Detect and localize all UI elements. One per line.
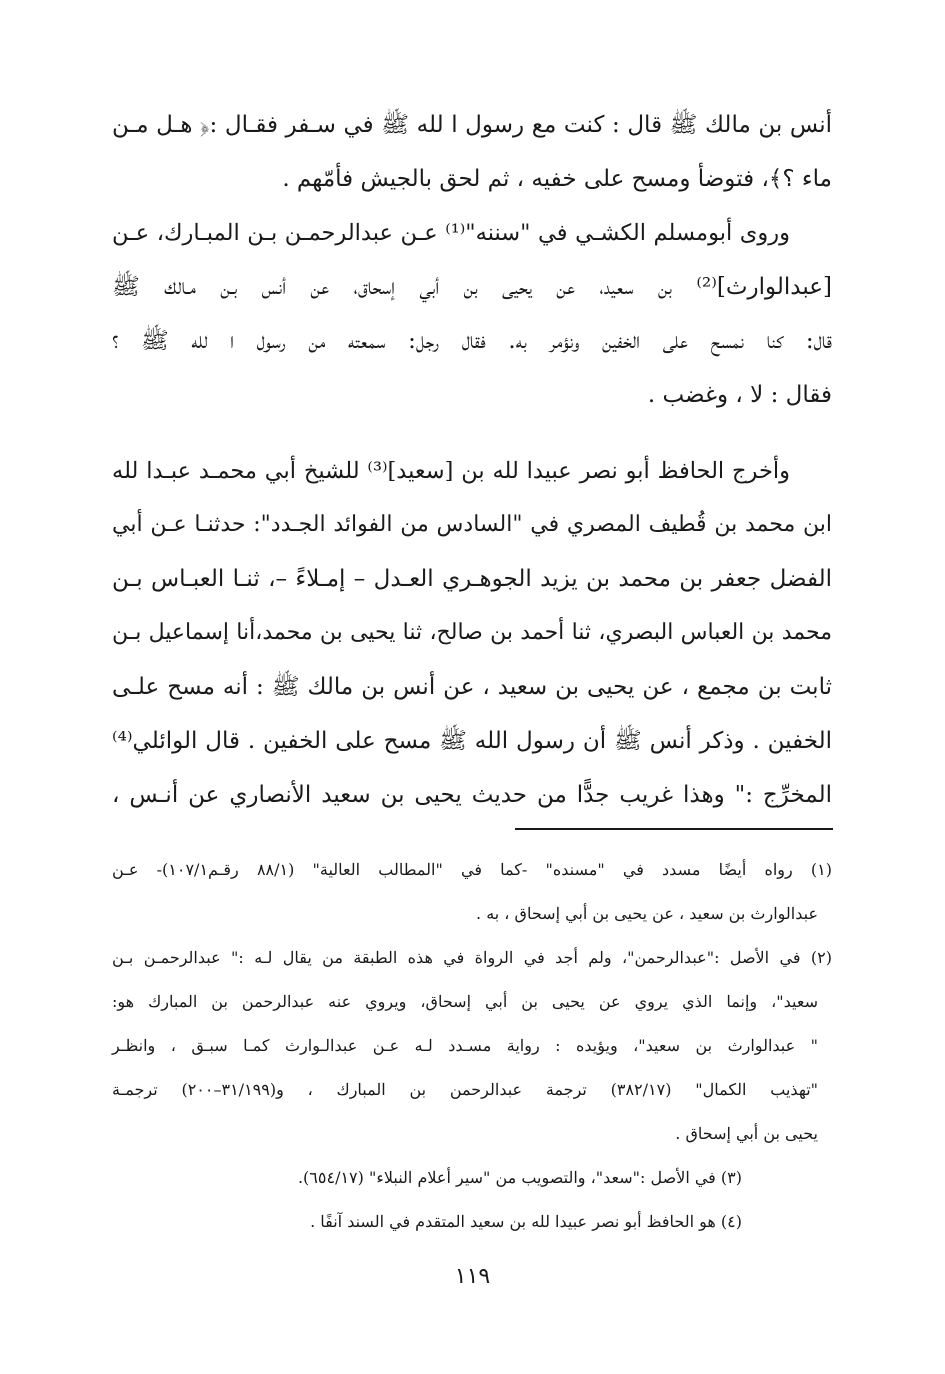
text-line: الخفين . وذكر أنس ﷺ أن رسول الله ﷺ مسح على الخفين . قال الوائلي⁽⁴⁾: [112, 728, 832, 754]
footnote-line: (٤) هو الحافظ أبو نصر عبيدا لله بن سعيد المتقدم في السند آنفًا .: [310, 1212, 742, 1231]
text-line: الفضل جعفر بن محمد بن يزيد الجوهـري العـدل – إمـلاءً –، ثنـا العبـاس بـن: [112, 566, 832, 592]
text-line: المخرِّج :" وهذا غريب جدًّا من حديث يحيى بن سعيد الأنصاري عن أنـس ،: [112, 782, 832, 808]
text-line: قال: كنا نمسح على الخفين ونؤمر به. فقال رجل: سمعته من رسول ا لله ﷺ ؟: [112, 328, 832, 354]
text-line: وأخرج الحافظ أبو نصر عبيدا لله بن [سعيد]⁽³⁾ للشيخ أبي محمـد عبـدا لله: [112, 458, 790, 484]
main-text: [112, 98, 832, 822]
text-line: وروى أبومسلم الكشـي في "سننه"⁽¹⁾ عـن عبدالرحمـن بـن المبـارك، عـن: [112, 220, 790, 246]
text-line: ماء ؟﴾، فتوضأ ومسح على خفيه ، ثم لحق بالجيش فأمّهم .: [282, 166, 832, 192]
footnotes: [112, 848, 832, 1244]
footnote-line: " عبدالوارث بن سعيد"، ويؤيده : رواية مسـدد لـه عـن عبدالـوارث كمـا سبـق ، وانظـر: [112, 1036, 818, 1055]
footnote-divider: [515, 828, 833, 830]
footnote-line: عبدالوارث بن سعيد ، عن يحيى بن أبي إسحاق ، به .: [476, 904, 818, 923]
text-line: فقال : لا ، وغضب .: [647, 382, 832, 408]
text-line: ابن محمد بن قُطيف المصري في "السادس من الفوائد الجـدد": حدثنـا عـن أبي: [112, 512, 832, 537]
footnote-line: (٣) في الأصل :"سعد"، والتصويب من "سير أعلام النبلاء" (٦٥٤/١٧).: [297, 1168, 742, 1187]
footnote-line: (٢) في الأصل :"عبدالرحمن"، ولم أجد في الرواة في هذه الطبقة من يقال لـه :" عبدالرحمـن بـن: [112, 948, 832, 967]
footnote-line: (١) رواه أيضًا مسدد في "مسنده" -كما في "المطالب العالية" (٨٨/١ رقـم١٠٧/١)- عـن: [112, 860, 833, 879]
page-number: ١١٩: [454, 1264, 491, 1289]
footnote-line: يحيى بن أبي إسحاق .: [675, 1124, 818, 1143]
footnote-line: سعيد"، وإنما الذي يروي عن يحيى بن أبي إسحاق، ويروي عنه عبدالرحمن بن المبارك هو:: [112, 992, 818, 1011]
text-line: ثابت بن مجمع ، عن يحيى بن سعيد ، عن أنس بن مالك ﷺ : أنه مسح علـى: [112, 674, 832, 700]
text-line: محمد بن العباس البصري، ثنا أحمد بن صالح، ثنا يحيى بن محمد،أنا إسماعيل بـن: [112, 620, 832, 645]
text-line: أنس بن مالك ﷺ قال : كنت مع رسول ا لله ﷺ في سـفر فقـال :﴿ هـل مـن: [112, 112, 832, 138]
footnote-line: "تهذيب الكمال" (٣٨٢/١٧) ترجمة عبدالرحمن بن المبارك ، و(٣١/١٩٩–٢٠٠) ترجمـة: [112, 1080, 819, 1099]
text-line: [عبدالوارث]⁽²⁾ بن سعيد، عن يحيى بن أبي إسحاق، عن أنس بـن مـالك ﷺ: [112, 274, 832, 300]
